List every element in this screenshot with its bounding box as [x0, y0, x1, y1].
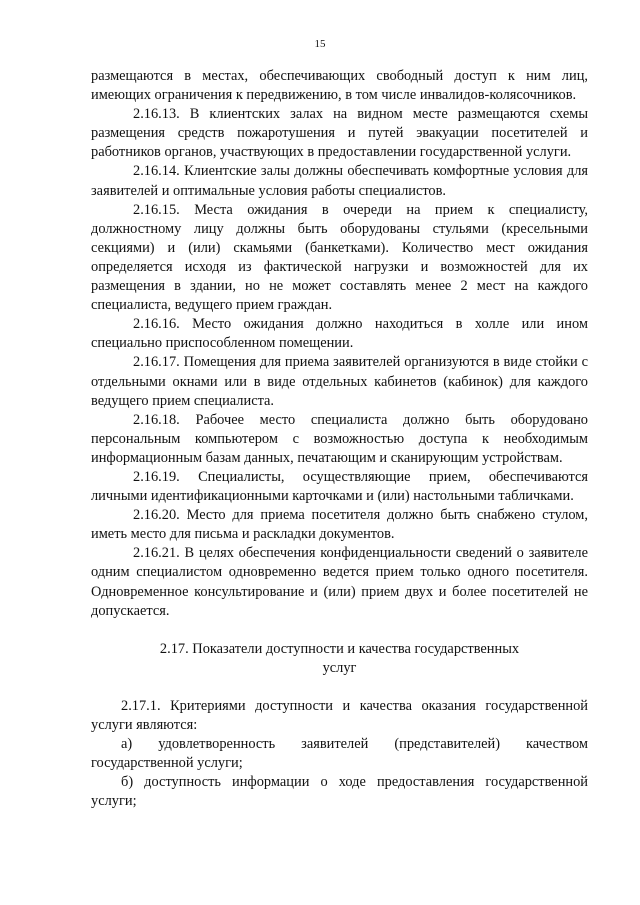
section-heading-2-17 [91, 621, 588, 697]
page-number: 15 [314, 38, 326, 50]
paragraph-continuation: размещаются в местах, обеспечивающих свободный доступ к ним лиц, имеющих ограничения к передвижению, в том числе инвалидов-колясочников. [91, 68, 588, 104]
paragraph-2-17-1: 2.17.1. Критериями доступности и качества оказания государственной услуги являются: [91, 697, 588, 733]
criterion-a: а) удовлетворенность заявителей (представителей) качеством государственной услуги; [91, 736, 588, 772]
paragraph-2-16-21: 2.16.21. В целях обеспечения конфиденциальности сведений о заявителе одним специалистом одновременно ведется прием только одного посетителя. Одновременное консультирование и (или) прием двух и более посетителей не допускается. [91, 545, 588, 619]
paragraph-2-16-15: 2.16.15. Места ожидания в очереди на прием к специалисту, должностному лицу должны быть оборудованы стульями (кресельными секциями) и (или) скамьями (банкетками). Количество мест ожидания определяется исходя из фактической нагрузки и возможностей для их размещения в здании, но не может составлять менее 2 мест на каждого специалиста, ведущего прием граждан. [91, 201, 588, 314]
section-heading-line-2: услуг [322, 659, 357, 676]
criterion-b: б) доступность информации о ходе предоставления государственной услуги; [91, 774, 588, 810]
paragraph-2-16-14: 2.16.14. Клиентские залы должны обеспечивать комфортные условия для заявителей и оптимальные условия работы специалистов. [91, 163, 588, 199]
section-heading-line-1: 2.17. Показатели доступности и качества государственных [159, 640, 520, 657]
paragraph-2-16-19: 2.16.19. Специалисты, осуществляющие прием, обеспечиваются личными идентификационными карточками и (или) настольными табличками. [91, 468, 588, 505]
paragraph-2-16-16: 2.16.16. Место ожидания должно находиться в холле или ином специально приспособленном помещении. [91, 316, 588, 352]
paragraph-2-16-20: 2.16.20. Место для приема посетителя должно быть снабжено стулом, иметь место для письма и раскладки документов. [91, 507, 588, 543]
paragraph-2-16-13: 2.16.13. В клиентских залах на видном месте размещаются схемы размещения средств пожаротушения и путей эвакуации посетителей и работников органов, участвующих в предоставлении государственной услуги. [91, 106, 588, 161]
paragraph-2-16-18: 2.16.18. Рабочее место специалиста должно быть оборудовано персональным компьютером с возможностью доступа к необходимым информационным базам данных, печатающим и сканирующим устройствам. [91, 411, 588, 466]
document-body [91, 67, 588, 811]
paragraph-2-16-17: 2.16.17. Помещения для приема заявителей организуются в виде стойки с отдельными окнами или в виде отдельных кабинетов (кабинок) для каждого ведущего прием специалиста. [91, 354, 588, 409]
